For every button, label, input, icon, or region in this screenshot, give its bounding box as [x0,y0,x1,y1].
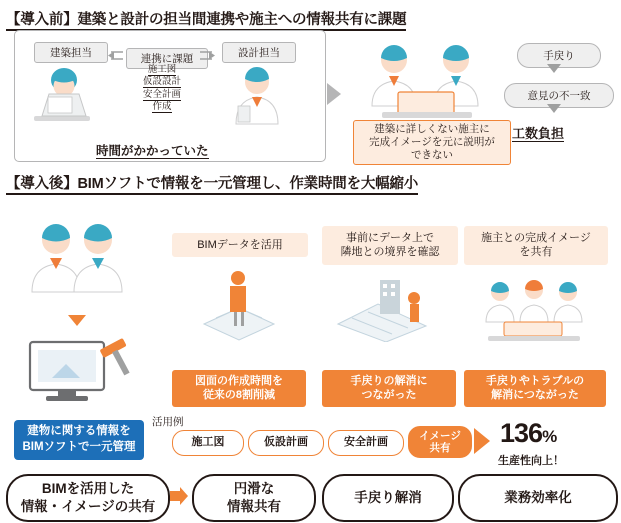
column-1-caption-text: BIMデータを活用 [197,239,283,251]
owner-note-line1: 建築に詳しくない施主に [374,123,490,135]
column-1-illustration [196,268,282,345]
role-tag-design: 設計担当 [222,42,296,63]
time-note-text: 時間がかかっていた [96,144,209,158]
after-left-arrow-icon [68,315,86,326]
issue-workload-label: 工数負担 [512,126,565,141]
column-3-result [464,370,606,407]
bim-workstation-figure [22,334,138,411]
column-2-caption [322,226,458,265]
metric-value [500,418,556,449]
bim-team-figure [20,218,140,313]
outcome-pill-1 [6,474,170,522]
outcome-arrow-1-icon [170,487,188,508]
column-3-caption [464,226,608,265]
column-3-caption-text: 施主との完成イメージ を共有 [481,232,591,259]
issue-workload-text [512,123,564,142]
column-2-result [322,370,456,407]
metric-label: 生産性向上！ [498,455,564,467]
before-heading-text: 【導入前】建築と設計の担当間連携や施主への情報共有に課題 [6,12,406,31]
usage-pill-image-share-text: イメージ 共有 [419,429,461,454]
column-2-caption-text: 事前にデータ上で 隣地との境界を確認 [340,232,440,259]
column-3-result-text: 手戻りやトラブルの 解消につながった [485,375,585,402]
issue-arrow-2-icon [547,104,561,113]
after-heading-text: 【導入後】BIMソフトで情報を一元管理し、作業時間を大幅縮小 [6,176,418,195]
usage-pill-temporary-plan: 仮設計画 [248,430,324,456]
column-1-result [172,370,306,407]
column-3-illustration [474,278,594,347]
flow-arrow-icon [327,83,341,105]
central-management-box [14,420,144,460]
owner-note-line3: できない [411,149,453,162]
owner-note-box [353,120,511,165]
metric-unit: % [542,427,557,446]
link-items-line4: 作成 [152,101,172,113]
column-1-caption [172,233,308,257]
usage-pill-construction-drawing: 施工図 [172,430,244,456]
link-items-line2: 仮設設計 [142,76,181,88]
column-2-result-text: 手戻りの解消に つながった [350,375,428,402]
outcome-pill-2 [192,474,316,522]
owner-meeting-figure [352,40,500,131]
outcome-pill-4 [458,474,618,522]
design-staff-figure [218,62,296,143]
usage-pill-safety-plan: 安全計画 [328,430,404,456]
construction-staff-figure [26,66,116,143]
issue-arrow-1-icon [547,64,561,73]
owner-note-line2: 完成イメージを元に説明が [369,136,495,149]
outcome-pill-3 [322,474,454,522]
link-items-line1: 施工図 [147,64,177,75]
link-arrow-left-icon [108,50,124,65]
link-items-text [126,64,198,113]
central-management-text: 建物に関する情報を BIMソフトで一元管理 [22,425,136,453]
outcome-pill-1-text: BIMを活用した 情報・イメージの共有 [20,481,156,514]
outcome-pill-3-text: 手戻り解消 [354,490,422,506]
column-1-result-text: 図面の作成時間を 従来の8割削減 [195,375,283,402]
after-heading [6,172,418,193]
usage-to-metric-arrow-icon [474,428,490,454]
usage-pill-image-share [408,426,472,458]
metric-number: 136 [500,418,543,448]
link-arrow-right-icon [199,50,215,65]
role-tag-construction: 建築担当 [34,42,108,63]
link-items-line3: 安全計画 [142,88,181,100]
issue-chip-disagreement: 意見の不一致 [504,83,614,108]
time-note [96,141,209,159]
outcome-pill-4-text: 業務効率化 [504,490,572,506]
before-heading [6,8,406,29]
usage-label: 活用例 [152,416,184,428]
link-issue-tag: 連携に課題 [126,48,208,69]
column-2-illustration [334,268,438,345]
issue-chip-rework: 手戻り [517,43,601,68]
outcome-pill-2-text: 円滑な 情報共有 [227,481,281,514]
